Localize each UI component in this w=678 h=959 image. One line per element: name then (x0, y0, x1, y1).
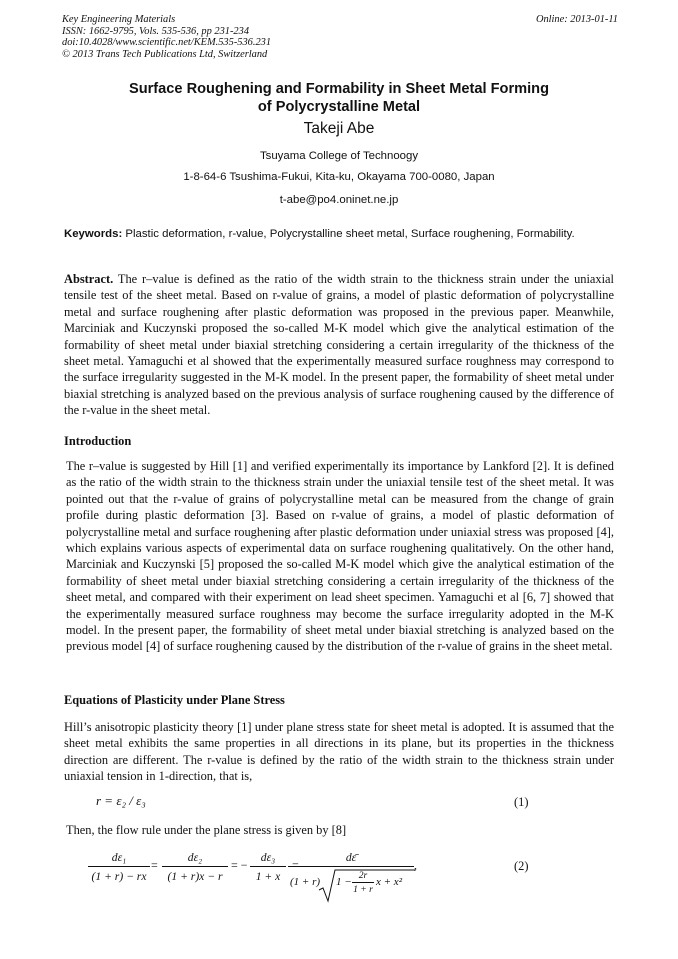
abstract-label: Abstract. (64, 272, 114, 286)
online-date: Online: 2013-01-11 (535, 14, 618, 25)
eq2-denominator-1: (1 + r) − rx (88, 866, 150, 885)
affiliation-institution: Tsuyama College of Technoogy (259, 150, 419, 162)
eq2-sqrt-term-b: x + x² (376, 876, 402, 888)
eq2-fraction-bar-4 (288, 866, 414, 867)
plasticity-paragraph: Hill’s anisotropic plasticity theory [1] under plane stress state for sheet metal is adopted. It is assumed that the sheet metal exhibits the same properties in all directions in its plane, but its properties in the thickness direction are different. The r-value is defined by the ratio of the width strain to the thickness strain under uniaxial tension in 1-direction, that is, (64, 720, 614, 784)
intro-heading: Introduction (64, 434, 132, 448)
eq2-equals-minus: = − (231, 858, 248, 872)
eq2-equals-2: = (292, 858, 299, 872)
abstract-text: The r–value is defined as the ratio of the width strain to the thickness strain under the uniaxial tensile test of the sheet metal. Based on r-value of grains, a model of plastic deformation of polycrystalline metal and surface roughening after plastic deformation was proposed in the previous paper. Meanwhile, Marciniak and Kuczynski proposed the so-called M-K model which give the analytical estimation of the formability of sheet metal under biaxial stretching considering a certain irregularity of the thickness of the sheet metal. Yamaguchi et al showed that the experimentally measured surface roughness may correspond to the surface irregularity suggested in the M-K model. In the present paper, the formability of sheet metal under biaxial stretching is analyzed based on the previous analysis of surface roughening caused by the difference of the r-value in the sheet metal. (64, 272, 614, 418)
doi-line: doi:10.4028/www.scientific.net/KEM.535-536.231 (62, 37, 272, 49)
title-line-2: of Polycrystalline Metal (257, 99, 421, 115)
eq2-denominator-2: (1 + r)x − r (162, 866, 228, 885)
copyright-line: © 2013 Trans Tech Publications Ltd, Switzerland (62, 48, 268, 60)
eq2-numerator-4: dε̄ (345, 851, 357, 864)
eq2-denominator-4-prefix: (1 + r) (290, 876, 321, 888)
eq2-sqrt-term-a: 1 − (336, 876, 352, 888)
journal-header (62, 14, 618, 60)
keywords-text: Plastic deformation, r-value, Polycrystalline sheet metal, Surface roughening, Formability. (122, 228, 575, 240)
journal-name: Key Engineering Materials (62, 14, 176, 25)
abstract-paragraph (64, 271, 614, 419)
equation-1-number: (1) (514, 795, 529, 809)
author-name: Takeji Abe (303, 120, 375, 137)
title-line-1: Surface Roughening and Formability in Sheet Metal Forming (128, 81, 549, 97)
author-email[interactable]: t-abe@po4.oninet.ne.jp (279, 194, 399, 206)
flow-rule-text: Then, the flow rule under the plane stress is given by [8] (66, 823, 347, 837)
eq2-inner-fraction (352, 870, 374, 896)
eq2-fraction-1 (88, 849, 150, 885)
eq2-numerator-2: dε₂ (187, 851, 203, 864)
eq2-comma: , (414, 858, 417, 872)
issn-line: ISSN: 1662-9795, Vols. 535-536, pp 231-234 (62, 25, 250, 37)
eq2-numerator-3: dε₃ (260, 851, 276, 864)
keywords-label: Keywords: (64, 228, 123, 240)
eq2-fraction-3 (250, 849, 286, 885)
eq2-numerator-1: dε₁ (111, 851, 127, 864)
affiliation-address: 1-8-64-6 Tsushima-Fukui, Kita-ku, Okayama 700-0080, Japan (183, 171, 495, 183)
intro-paragraph: The r–value is suggested by Hill [1] and verified experimentally its importance by Lankford [2]. It is defined as the ratio of the width strain to the thickness strain under the uniaxial tensile test of the sheet metal. It was pointed out that the r-value of grains of polycrystalline metal can be measured from the change of grain profile during plastic deformation [3]. Based on r-value of grains, a model of plastic deformation of polycrystalline metal and surface roughening after plastic deformation under uniaxial stress was proposed [4], which explains various aspects of experimental data on surface roughening qualitatively. On the other hand, Marciniak and Kuczynski [5] proposed the so-called M-K model which give the analytical estimation of the formability of sheet metal under biaxial stretching considering a certain irregularity of the thickness of the sheet metal, and compared with their experiment on lead sheet specimen. Yamaguchi et al [6, 7] showed that the experimentally measured surface roughness may become the surface irregularity adopted in the M-K model. In the present paper, the formability of sheet metal under biaxial stretching is analyzed based on the previous model [4] of surface roughening caused by the distribution of the r-value of grains in the sheet metal. (66, 459, 614, 654)
eq2-inner-denominator: 1 + r (353, 884, 373, 895)
eq2-equals-1: = (151, 858, 158, 872)
eq2-fraction-4 (288, 849, 414, 866)
equation-2-number: (2) (514, 859, 529, 873)
plasticity-heading: Equations of Plasticity under Plane Stress (64, 693, 285, 707)
eq2-denominator-3: 1 + x (250, 866, 286, 885)
paper-title (0, 80, 678, 116)
eq2-fraction-2 (162, 849, 228, 885)
keywords-paragraph (64, 227, 614, 242)
equation-1: r = ε₂ / ε₃ (96, 793, 146, 808)
eq2-inner-numerator: 2r (358, 870, 368, 881)
